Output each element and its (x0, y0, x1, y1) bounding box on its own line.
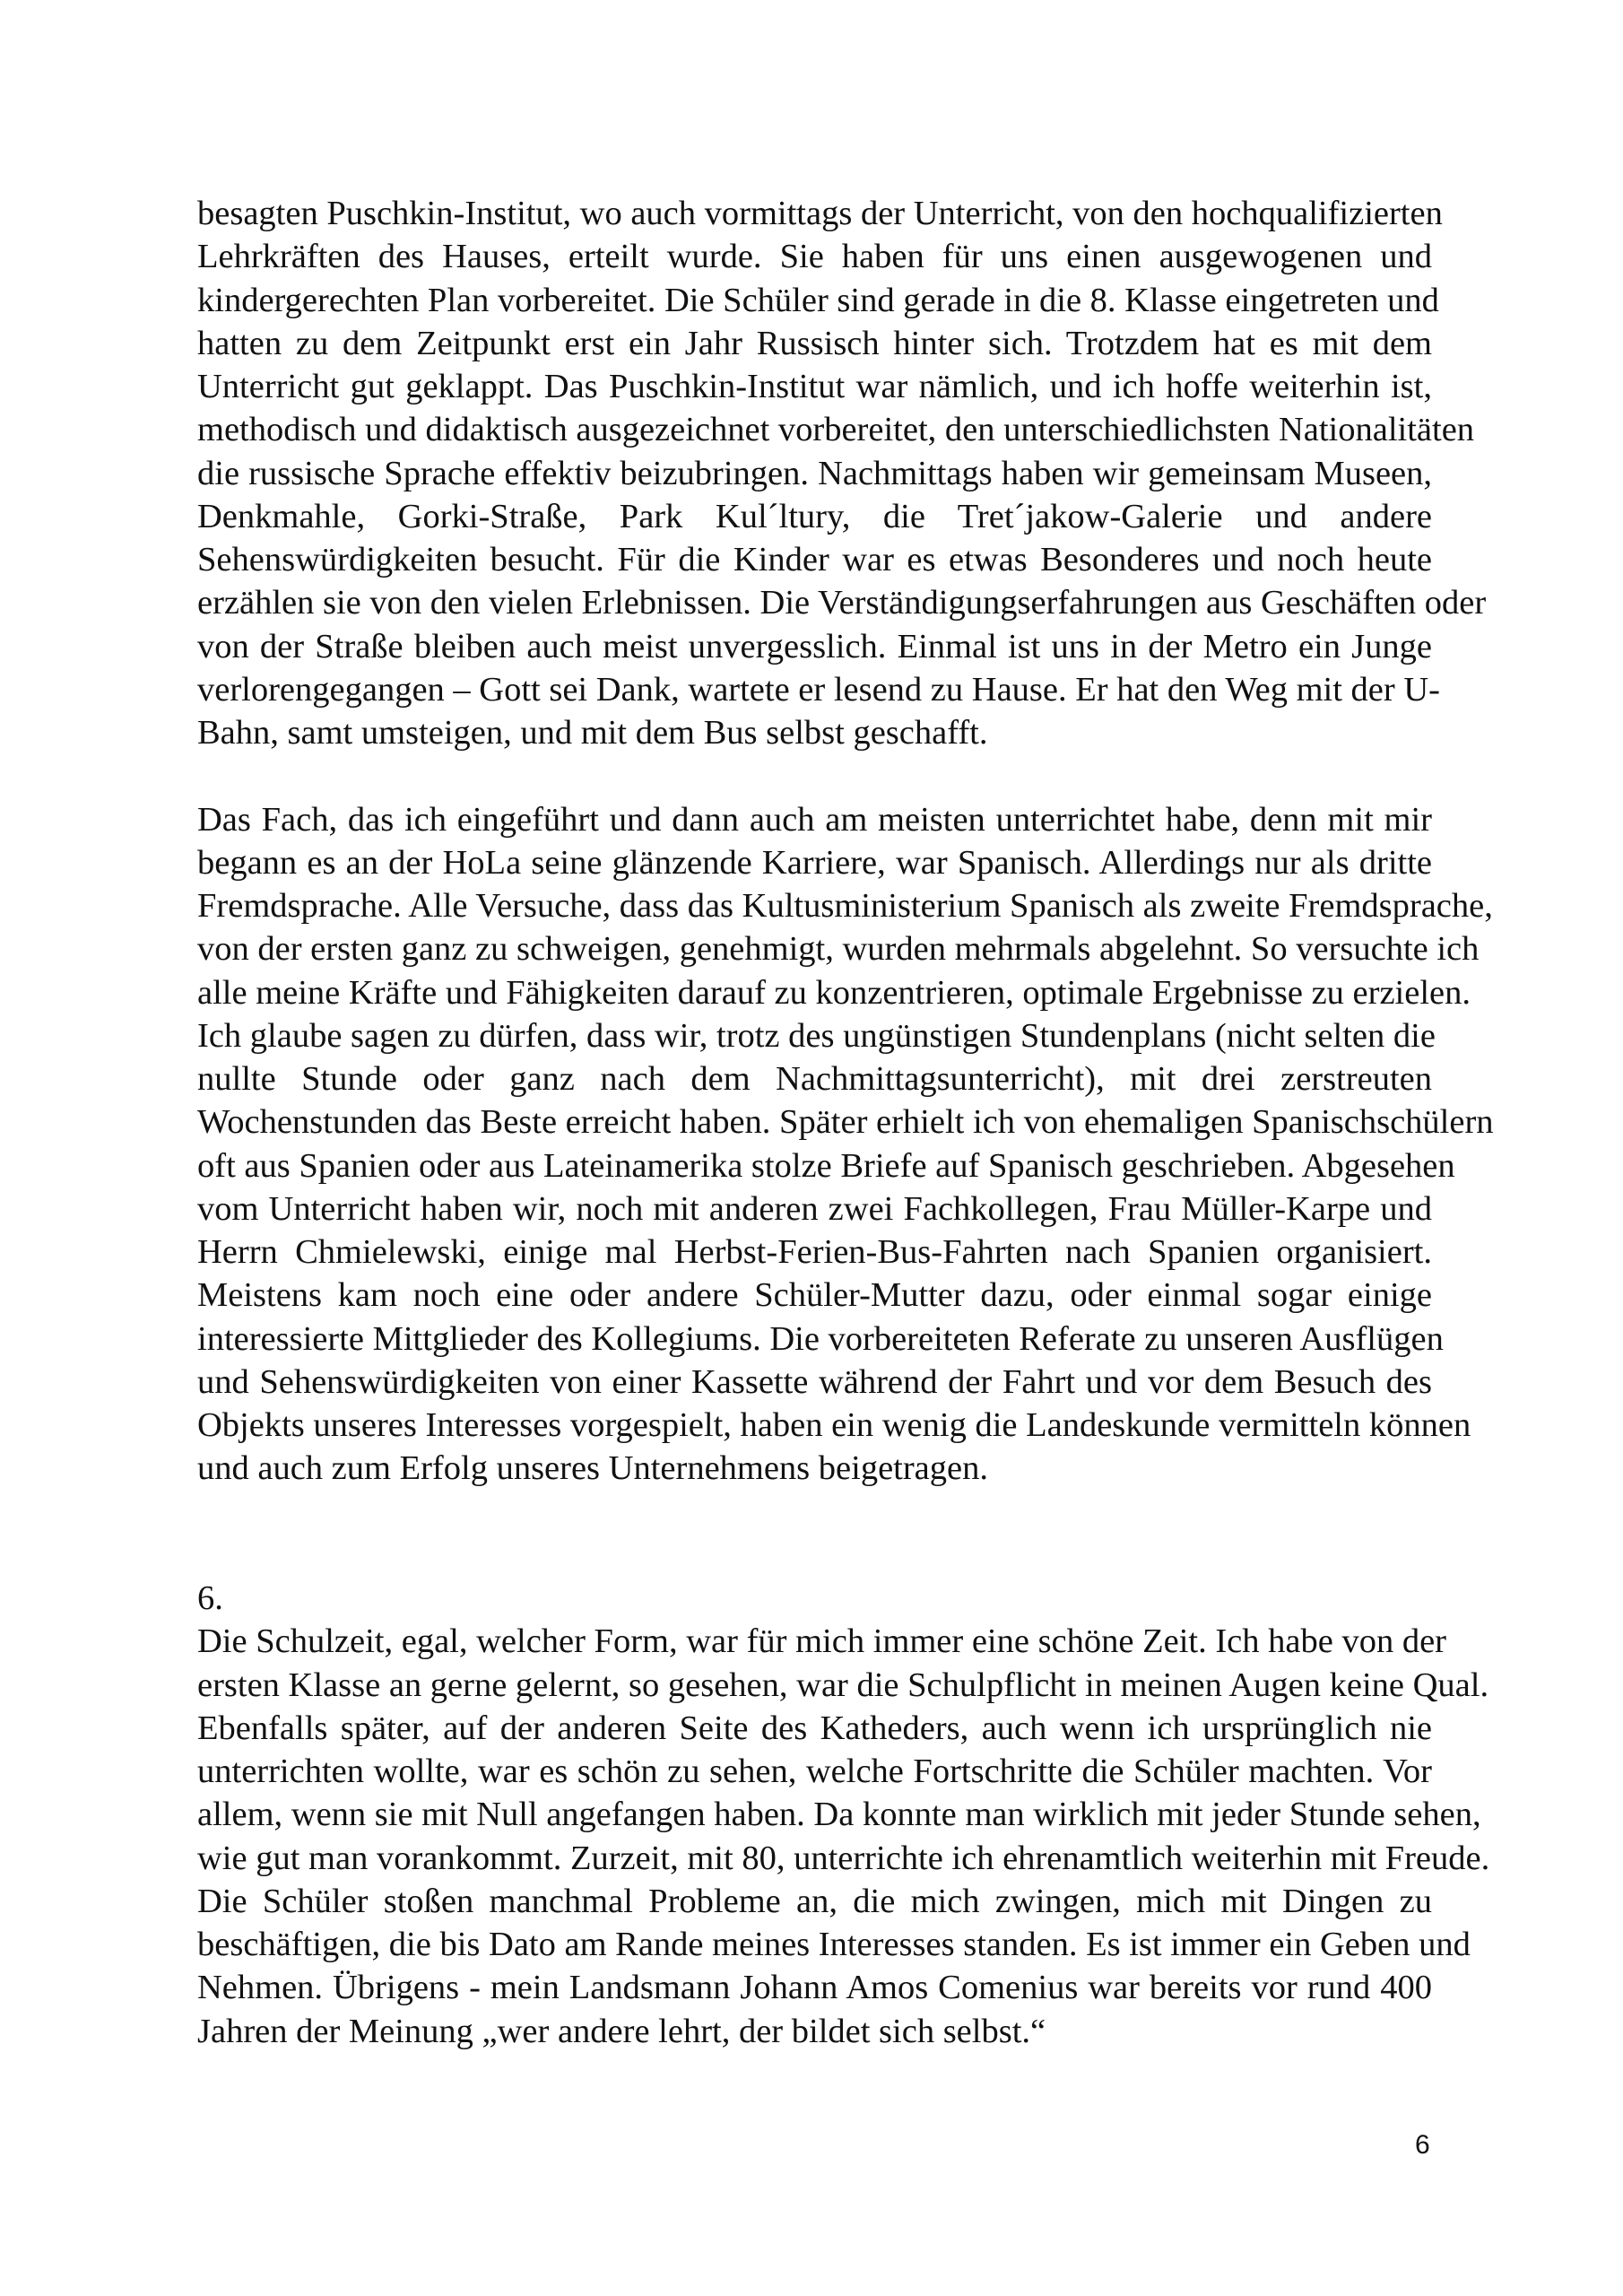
text-line: begann es an der HoLa seine glänzende Karriere, war Spanisch. Allerdings nur als dritte (197, 843, 1432, 882)
text-line: Objekts unseres Interesses vorgespielt, haben ein wenig die Landeskunde vermitteln können (197, 1406, 1471, 1444)
text-line: Wochenstunden das Beste erreicht haben. Später erhielt ich von ehemaligen Spanischschülern (197, 1103, 1494, 1142)
text-line: Meistens kam noch eine oder andere Schüler-Mutter dazu, oder einmal sogar einige (197, 1276, 1432, 1315)
text-line: und Sehenswürdigkeiten von einer Kassette während der Fahrt und vor dem Besuch des (197, 1362, 1432, 1401)
text-line: oft aus Spanien oder aus Lateinamerika stolze Briefe auf Spanisch geschrieben. Abgesehen (197, 1146, 1455, 1185)
paragraph-spanisch (197, 798, 1494, 1491)
page-number: 6 (1415, 2130, 1430, 2160)
text-column (197, 192, 1494, 2053)
text-line: Ebenfalls später, auf der anderen Seite des Katheders, auch wenn ich ursprünglich nie (197, 1709, 1432, 1747)
section-number: 6. (197, 1579, 223, 1617)
text-line: Herrn Chmielewski, einige mal Herbst-Ferien-Bus-Fahrten nach Spanien organisiert. (197, 1233, 1432, 1271)
text-line: Nehmen. Übrigens - mein Landsmann Johann Amos Comenius war bereits vor rund 400 (197, 1969, 1432, 2007)
text-line: und auch zum Erfolg unseres Unternehmens beigetragen. (197, 1449, 988, 1488)
text-line: interessierte Mittglieder des Kollegiums. Die vorbereiteten Referate zu unseren Ausflügen (197, 1319, 1444, 1358)
text-line: Die Schüler stoßen manchmal Probleme an, die mich zwingen, mich mit Dingen zu (197, 1882, 1432, 1920)
text-line: Fremdsprache. Alle Versuche, dass das Kultusministerium Spanisch als zweite Fremdsprache, (197, 887, 1493, 925)
text-line: Ich glaube sagen zu dürfen, dass wir, trotz des ungünstigen Stundenplans (nicht selten die (197, 1016, 1436, 1055)
text-line: die russische Sprache effektiv beizubringen. Nachmittags haben wir gemeinsam Museen, (197, 454, 1432, 492)
text-line: von der Straße bleiben auch meist unvergesslich. Einmal ist uns in der Metro ein Junge (197, 627, 1432, 665)
paragraph-spacer (197, 1491, 1432, 1534)
text-line: Denkmahle, Gorki-Straße, Park Kul´ltury, die Tret´jakow-Galerie und andere (197, 497, 1432, 535)
text-line: von der ersten ganz zu schweigen, genehmigt, wurden mehrmals abgelehnt. So versuchte ich (197, 930, 1480, 969)
text-line: vom Unterricht haben wir, noch mit anderen zwei Fachkollegen, Frau Müller-Karpe und (197, 1189, 1432, 1228)
paragraph-spacer (197, 754, 1432, 797)
text-line: unterrichten wollte, war es schön zu sehen, welche Fortschritte die Schüler machten. Vor (197, 1752, 1432, 1790)
text-line: Die Schulzeit, egal, welcher Form, war für mich immer eine schöne Zeit. Ich habe von der (197, 1622, 1446, 1661)
paragraph-puschkin-institut (197, 192, 1487, 754)
text-line: wie gut man vorankommt. Zurzeit, mit 80, unterrichte ich ehrenamtlich weiterhin mit Freude. (197, 1839, 1490, 1877)
text-line: Bahn, samt umsteigen, und mit dem Bus selbst geschafft. (197, 714, 988, 752)
text-line: Sehenswürdigkeiten besucht. Für die Kinder war es etwas Besonderes und noch heute (197, 541, 1432, 578)
paragraph-spacer (197, 1534, 1432, 1577)
text-line: hatten zu dem Zeitpunkt erst ein Jahr Russisch hinter sich. Trotzdem hat es mit dem (197, 324, 1432, 362)
text-line: Lehrkräften des Hauses, erteilt wurde. Sie haben für uns einen ausgewogenen und (197, 238, 1432, 276)
text-line: ersten Klasse an gerne gelernt, so gesehen, war die Schulpflicht in meinen Augen keine Qual. (197, 1665, 1489, 1704)
text-line: beschäftigen, die bis Dato am Rande meines Interesses standen. Es ist immer ein Geben und (197, 1926, 1471, 1963)
text-line: methodisch und didaktisch ausgezeichnet vorbereitet, den unterschiedlichsten Nationalitäten (197, 411, 1475, 449)
section-6 (197, 1577, 1490, 2053)
text-line: verlorengegangen – Gott sei Dank, wartete er lesend zu Hause. Er hat den Weg mit der U- (197, 670, 1440, 709)
text-line: allem, wenn sie mit Null angefangen haben. Da konnte man wirklich mit jeder Stunde sehen, (197, 1796, 1481, 1834)
text-line: besagten Puschkin-Institut, wo auch vormittags der Unterricht, von den hochqualifizierten (197, 195, 1443, 232)
text-line: alle meine Kräfte und Fähigkeiten darauf zu konzentrieren, optimale Ergebnisse zu erzielen. (197, 973, 1471, 1012)
text-line: nullte Stunde oder ganz nach dem Nachmittagsunterricht), mit drei zerstreuten (197, 1060, 1432, 1098)
text-line: Das Fach, das ich eingeführt und dann auch am meisten unterrichtet habe, denn mit mir (197, 800, 1432, 839)
text-line: Unterricht gut geklappt. Das Puschkin-Institut war nämlich, und ich hoffe weiterhin ist, (197, 368, 1432, 405)
text-line: Jahren der Meinung „wer andere lehrt, der bildet sich selbst.“ (197, 2012, 1046, 2050)
text-line: kindergerechten Plan vorbereitet. Die Schüler sind gerade in die 8. Klasse eingetreten und (197, 281, 1439, 319)
text-line: erzählen sie von den vielen Erlebnissen. Die Verständigungserfahrungen aus Geschäften oder (197, 584, 1487, 622)
